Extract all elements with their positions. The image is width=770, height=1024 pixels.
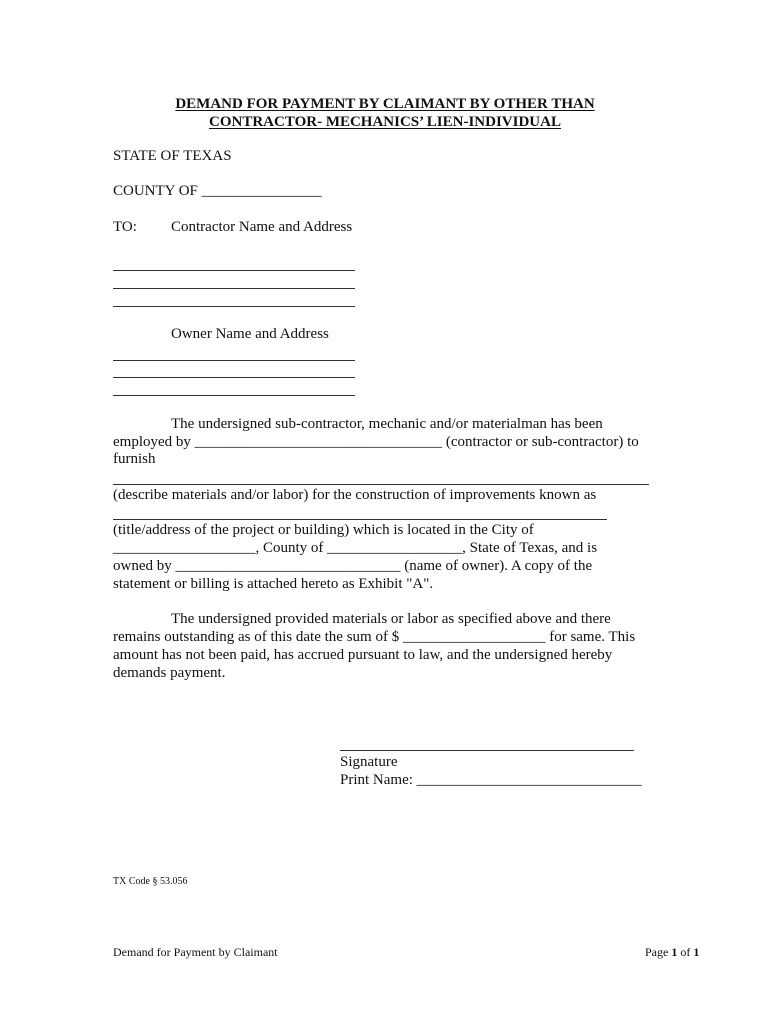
page-total: 1	[693, 945, 700, 959]
contractor-address-line-3	[113, 306, 355, 307]
signature-line	[340, 750, 634, 751]
tx-code-reference: TX Code § 53.056	[113, 876, 188, 887]
signature-label: Signature	[340, 754, 398, 770]
page-number	[645, 945, 699, 960]
contractor-address-line-1	[113, 270, 355, 271]
paragraph2-line1: The undersigned provided materials or labor as specified above and there	[171, 611, 611, 627]
page-of: of	[677, 945, 694, 959]
paragraph1-line8: statement or billing is attached hereto as Exhibit "A".	[113, 576, 434, 592]
paragraph1-line2: employed by _________________________________ (contractor or sub-contractor) to	[113, 434, 639, 450]
project-blank-line	[113, 519, 607, 520]
paragraph2-line3: amount has not been paid, has accrued pursuant to law, and the undersigned hereby	[113, 647, 613, 663]
paragraph1-line3: furnish	[113, 451, 156, 467]
owner-label: Owner Name and Address	[171, 326, 329, 342]
page-current: 1	[671, 945, 678, 959]
paragraph1-line4: (describe materials and/or labor) for the construction of improvements known as	[113, 487, 597, 503]
materials-blank-line	[113, 484, 649, 485]
paragraph1-line5: (title/address of the project or building) which is located in the City of	[113, 522, 534, 538]
county-field: COUNTY OF ________________	[113, 183, 322, 199]
footer-title: Demand for Payment by Claimant	[113, 945, 278, 959]
print-name-field: Print Name: ______________________________	[340, 772, 642, 788]
paragraph2-line4: demands payment.	[113, 665, 226, 681]
owner-address-line-1	[113, 360, 355, 361]
paragraph1-line6: ___________________, County of __________________, State of Texas, and is	[113, 540, 598, 556]
paragraph1-line1: The undersigned sub-contractor, mechanic and/or materialman has been	[171, 416, 603, 432]
page-prefix: Page	[645, 945, 672, 959]
owner-address-line-2	[113, 377, 355, 378]
contractor-address-line-2	[113, 288, 355, 289]
state-label: STATE OF TEXAS	[113, 148, 232, 164]
paragraph2-line2: remains outstanding as of this date the sum of $ ___________________ for same. This	[113, 629, 636, 645]
paragraph1-line7: owned by ______________________________ (name of owner). A copy of the	[113, 558, 593, 574]
to-label: TO:	[113, 219, 137, 235]
owner-address-line-3	[113, 395, 355, 396]
document-title-line1: DEMAND FOR PAYMENT BY CLAIMANT BY OTHER THAN	[175, 96, 595, 112]
document-title-line2: CONTRACTOR- MECHANICS’ LIEN-INDIVIDUAL	[209, 114, 561, 130]
contractor-label: Contractor Name and Address	[171, 219, 353, 235]
